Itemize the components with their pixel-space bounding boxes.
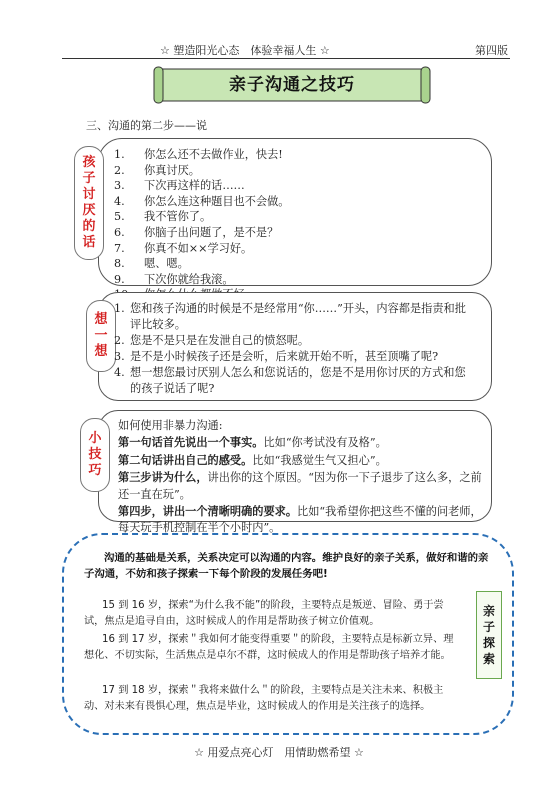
list-item: [114, 225, 289, 241]
step-lead: 第二句话讲出自己的感受。: [118, 452, 253, 467]
step-lead: 第四步，讲出一个清晰明确的要求。: [118, 504, 298, 519]
step-rest: 比如“你考试没有及格”。: [263, 436, 387, 450]
item-text: 是不是小时候孩子还是会听，后来就开始不听，甚至顶嘴了呢?: [130, 350, 439, 363]
tag-char: 子: [82, 171, 96, 186]
stage-paragraph: 16 到 17 岁，探索＂我如何才能变得重要＂的阶段，主要特点是标新立异、理想化、不切实际，生活焦点是卓尔不群，这时候成人的作用是帮助孩子培养才能。: [84, 634, 454, 661]
item-number: 2.: [114, 334, 125, 347]
item-number: 3.: [114, 350, 125, 363]
header-rule: [62, 58, 510, 59]
footer-motto: ☆ 用爱点亮心灯 用情助燃希望 ☆: [194, 746, 364, 759]
item-text: 你怎么连这种题目也不会做。: [144, 194, 290, 208]
tag-char: 子: [482, 620, 495, 634]
reflection-list: [114, 301, 476, 397]
stage-paragraph: 17 到 18 岁，探索＂我将来做什么＂的阶段，主要特点是关注未来、积极主动、对未来有畏惧心理，焦点是毕业，这时候成人的作用是关注孩子的选择。: [84, 685, 444, 712]
explore-intro: 沟通的基础是关系，关系决定可以沟通的内容。维护良好的亲子关系，做好和谐的亲子沟通，不妨和孩子探索一下每个阶段的发展任务吧!: [84, 552, 489, 580]
tag-char: 亲: [482, 604, 495, 618]
item-text: 想一想您最讨厌别人怎么和您说话的，您是不是用你讨厌的方式和您的孩子说话了呢?: [130, 366, 466, 395]
header-motto: ☆ 塑造阳光心态 体验幸福人生 ☆: [160, 44, 330, 57]
item-number: 6.: [114, 225, 125, 239]
list-item: [114, 241, 289, 257]
item-number: 2.: [114, 163, 125, 177]
tag-char: 孩: [82, 155, 96, 170]
tag-char: 的: [82, 219, 96, 234]
list-item: [114, 365, 476, 397]
tag-char: 想: [94, 344, 108, 359]
tip-step: [118, 434, 482, 451]
list-item: [114, 147, 289, 163]
list-item: [114, 163, 289, 179]
tips-intro: 如何使用非暴力沟通:: [118, 419, 223, 432]
stage-paragraph: 15 到 16 岁，探索“为什么我不能”的阶段，主要特点是叛逆、冒险、勇于尝试，焦点是追寻自由，这时候成人的作用是帮助孩子树立价值观。: [84, 600, 444, 627]
section-heading: 三、沟通的第二步——说: [86, 119, 207, 132]
tag-tips: [80, 418, 110, 492]
item-number: 7.: [114, 241, 125, 255]
tag-char: 一: [94, 328, 108, 343]
tag-reflection: [86, 300, 116, 372]
item-number: 1.: [114, 148, 125, 161]
item-text: 下次你就给我滚。: [144, 272, 234, 286]
item-number: 4.: [114, 194, 125, 208]
tag-char: 索: [482, 652, 495, 666]
item-text: 我不管你了。: [144, 210, 212, 224]
item-text: 你怎么还不去做作业，快去!: [144, 148, 283, 161]
item-number: 8.: [114, 257, 125, 271]
step-lead: 第一句话首先说出一个事实。: [118, 435, 264, 450]
page-title: 亲子沟通之技巧: [229, 75, 355, 95]
tag-char: 探: [482, 636, 495, 650]
list-item: [114, 194, 289, 210]
item-text: 你真不如××学习好。: [144, 241, 253, 255]
tag-hurtful-phrases: [74, 146, 104, 260]
tip-step: [118, 503, 482, 537]
list-item: [114, 256, 289, 272]
list-item: [114, 178, 289, 194]
list-item: [114, 272, 289, 288]
item-text: 下次再这样的话……: [144, 179, 245, 193]
tag-char: 巧: [88, 463, 102, 478]
tip-step: [118, 469, 482, 503]
list-item: [114, 209, 289, 225]
item-number: 1.: [114, 302, 125, 315]
list-item: [114, 333, 476, 349]
tag-char: 技: [88, 447, 102, 462]
step-rest: 比如“我感觉生气又担心”。: [252, 453, 387, 467]
tag-char: 厌: [82, 203, 96, 218]
tag-parent-child-explore: [476, 591, 502, 679]
item-text: 你脑子出问题了，是不是？: [144, 225, 279, 239]
step-lead: 第三步讲为什么，: [118, 470, 208, 485]
tip-step: [118, 452, 482, 469]
tag-char: 话: [82, 235, 96, 250]
step-rest: 讲出你的这个原因。“因为你一下子退步了这么多，之前还一直在玩”。: [118, 471, 482, 501]
item-number: 4.: [114, 366, 125, 379]
item-number: 3.: [114, 179, 125, 193]
item-number: 5.: [114, 210, 125, 224]
tag-char: 想: [94, 312, 108, 327]
list-item: [114, 349, 476, 365]
tag-char: 小: [88, 431, 102, 446]
hurtful-phrases-list: [114, 147, 289, 303]
item-number: 9.: [114, 272, 125, 286]
item-text: 嗯、嗯。: [144, 257, 189, 271]
item-text: 您是不是只是在发泄自己的愤怒呢。: [130, 334, 310, 347]
item-text: 你真讨厌。: [144, 163, 200, 177]
list-item: [114, 301, 476, 333]
tips-text: [118, 418, 482, 537]
edition-label: 第四版: [475, 44, 508, 57]
tag-char: 讨: [82, 187, 96, 202]
step-rest: 比如“我希望你把这些不懂的问老师，每天玩手机控制在半个小时内”。: [118, 505, 482, 535]
item-text: 您和孩子沟通的时候是不是经常用“你……”开头，内容都是指责和批评比较多。: [130, 302, 466, 331]
